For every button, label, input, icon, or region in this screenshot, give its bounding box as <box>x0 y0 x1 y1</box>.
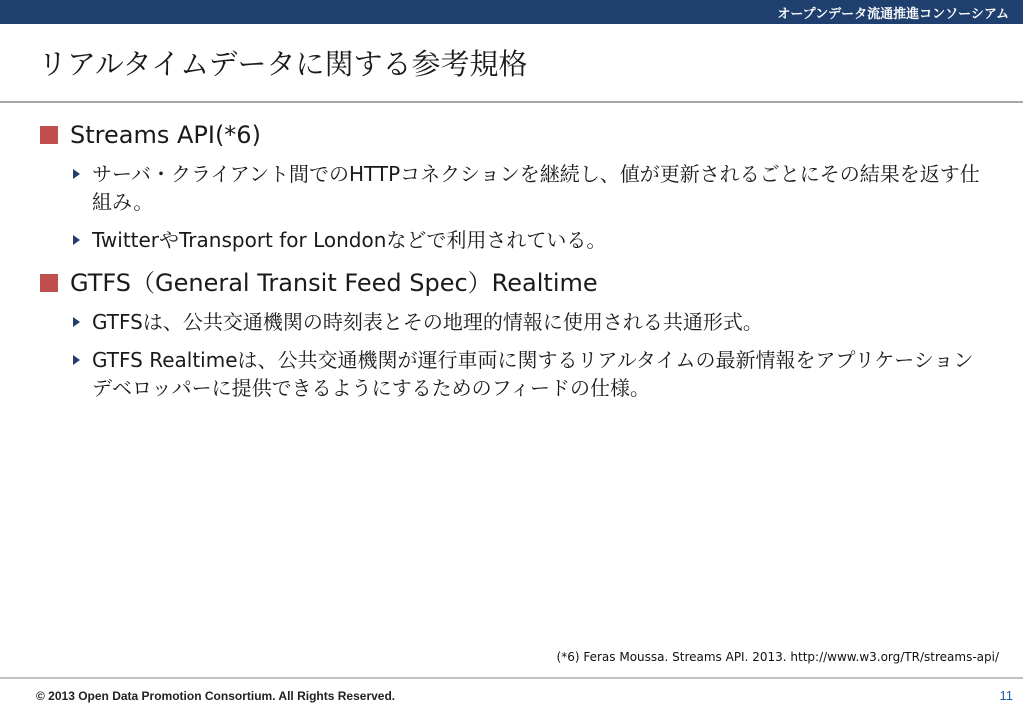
section-heading-label: GTFS（General Transit Feed Spec）Realtime <box>70 269 598 297</box>
page-number: 11 <box>999 688 1013 703</box>
bullet-text: TwitterやTransport for Londonなどで利用されている。 <box>92 228 607 252</box>
square-bullet-icon <box>40 274 58 292</box>
organization-name: オープンデータ流通推進コンソーシアム <box>777 7 1009 22</box>
bullet-item <box>92 160 992 216</box>
bullet-item <box>92 346 992 402</box>
slide-content <box>38 120 998 412</box>
bullet-item <box>92 308 992 336</box>
footnote: (*6) Feras Moussa. Streams API. 2013. http://www.w3.org/TR/streams-api/ <box>556 650 999 664</box>
footer-divider <box>0 677 1023 679</box>
bullet-text: サーバ・クライアント間でのHTTPコネクションを継続し、値が更新されるごとにその結果を返す仕組み。 <box>92 162 980 214</box>
triangle-bullet-icon <box>73 317 80 327</box>
section-heading-streams <box>38 120 998 150</box>
triangle-bullet-icon <box>73 355 80 365</box>
triangle-bullet-icon <box>73 169 80 179</box>
triangle-bullet-icon <box>73 235 80 245</box>
header-bar <box>0 0 1023 24</box>
section-heading-label: Streams API(*6) <box>70 121 261 149</box>
section-heading-gtfs <box>38 268 998 298</box>
page-title: リアルタイムデータに関する参考規格 <box>38 47 528 81</box>
bullet-text: GTFSは、公共交通機関の時刻表とその地理的情報に使用される共通形式。 <box>92 310 763 334</box>
title-divider <box>0 101 1023 103</box>
bullet-text: GTFS Realtimeは、公共交通機関が運行車両に関するリアルタイムの最新情報をアプリケーション デベロッパーに提供できるようにするためのフィードの仕様。 <box>92 348 974 400</box>
copyright-notice: © 2013 Open Data Promotion Consortium. All Rights Reserved. <box>36 689 396 703</box>
square-bullet-icon <box>40 126 58 144</box>
bullet-item <box>92 226 992 254</box>
